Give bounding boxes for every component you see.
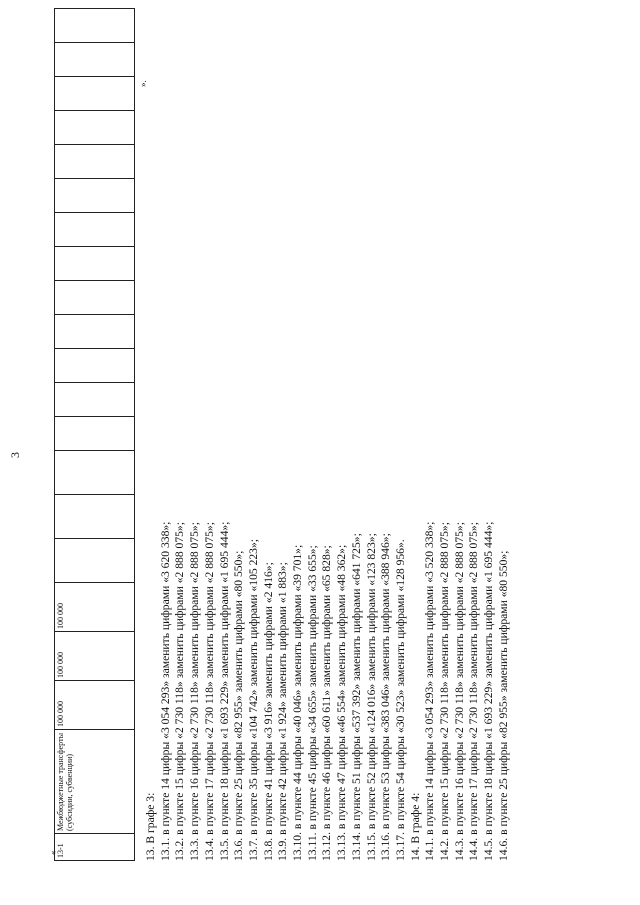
text-line: 13.12. в пункте 46 цифры «60 611» заменить цифрами «65 828»; bbox=[320, 545, 334, 861]
row-name: Межбюджетные трансферты (субсидии, субвенции) bbox=[55, 730, 135, 834]
budget-table bbox=[54, 8, 135, 861]
text-line: 14.5. в пункте 18 цифры «1 693 229» заменить цифрами «1 695 444»; bbox=[482, 521, 496, 861]
page-number: 3 bbox=[8, 452, 22, 458]
text-line: 13.10. в пункте 44 цифры «40 046» заменить цифрами «39 701»; bbox=[291, 544, 305, 861]
text-line: 13.1. в пункте 14 цифры «3 054 293» заменить цифрами «3 620 338»; bbox=[158, 521, 172, 861]
text-line: 13.14. в пункте 51 цифры «537 392» заменить цифрами «641 725»; bbox=[349, 533, 363, 861]
text-line: 13.4. в пункте 17 цифры «2 730 118» заменить цифрами «2 888 075»; bbox=[202, 522, 216, 861]
table-cell bbox=[55, 77, 135, 111]
table-cell: 100 000 bbox=[55, 681, 135, 730]
table-cell bbox=[55, 145, 135, 179]
text-line: 13.2. в пункте 15 цифры «2 730 118» заменить цифрами «2 888 075»; bbox=[173, 522, 187, 861]
opening-quote: « bbox=[48, 850, 58, 855]
text-line: 13.15. в пункте 52 цифры «124 016» заменить цифрами «123 823»; bbox=[364, 533, 378, 861]
text-line: 13.17. в пункте 54 цифры «30 523» заменить цифрами «128 956». bbox=[393, 539, 407, 861]
text-line: 13.6. в пункте 25 цифры «82 955» заменить цифрами «80 550»; bbox=[232, 550, 246, 861]
text-line: 13.13. в пункте 47 цифры «46 554» заменить цифрами «48 362»; bbox=[335, 544, 349, 861]
table-cell: 100 000 bbox=[55, 632, 135, 681]
table-cell bbox=[55, 417, 135, 451]
text-line: 14.1. в пункте 14 цифры «3 054 293» заменить цифрами «3 520 338»; bbox=[423, 521, 437, 861]
table-cell bbox=[55, 43, 135, 77]
text-line: 13.16. в пункте 53 цифры «383 046» заменить цифрами «388 946»; bbox=[379, 533, 393, 861]
table-cell bbox=[55, 383, 135, 417]
table-cell bbox=[55, 539, 135, 583]
text-line: 14. В графе 4: bbox=[408, 792, 422, 861]
text-line: 13.8. в пункте 41 цифры «3 916» заменить цифрами «2 416»; bbox=[261, 562, 275, 861]
row-code: 13-1 bbox=[55, 834, 135, 861]
table-cell bbox=[55, 495, 135, 539]
text-line: 13.11. в пункте 45 цифры «34 655» заменить цифрами «33 655»; bbox=[305, 545, 319, 861]
table-cell bbox=[55, 315, 135, 349]
table-cell bbox=[55, 281, 135, 315]
closing-quote: ». bbox=[138, 80, 148, 87]
table-cell bbox=[55, 9, 135, 43]
text-line: 14.2. в пункте 15 цифры «2 730 118» заменить цифрами «2 888 075»; bbox=[438, 522, 452, 861]
text-line: 13.5. в пункте 18 цифры «1 693 229» заменить цифрами «1 695 444»; bbox=[217, 521, 231, 861]
text-line: 14.3. в пункте 16 цифры «2 730 118» заменить цифрами «2 888 075»; bbox=[452, 522, 466, 861]
amendment-text bbox=[144, 522, 512, 861]
text-line: 13.9. в пункте 42 цифры «1 924» заменить цифрами «1 883»; bbox=[276, 562, 290, 861]
table-cell bbox=[55, 111, 135, 145]
table-cell bbox=[55, 179, 135, 213]
table-row bbox=[55, 9, 135, 861]
text-line: 13.7. в пункте 35 цифры «104 742» заменить цифрами «105 223»; bbox=[246, 539, 260, 861]
table-cell: 100 000 bbox=[55, 583, 135, 632]
text-line: 14.6. в пункте 25 цифры «82 955» заменить цифрами «80 550»; bbox=[496, 550, 510, 861]
text-line: 13. В графе 3: bbox=[144, 792, 157, 861]
text-line: 14.4. в пункте 17 цифры «2 730 118» заменить цифрами «2 888 075»; bbox=[467, 522, 481, 861]
table-cell bbox=[55, 451, 135, 495]
text-line: 13.3. в пункте 16 цифры «2 730 118» заменить цифрами «2 888 075»; bbox=[188, 522, 202, 861]
table-cell bbox=[55, 349, 135, 383]
table-cell bbox=[55, 213, 135, 247]
table-cell bbox=[55, 247, 135, 281]
